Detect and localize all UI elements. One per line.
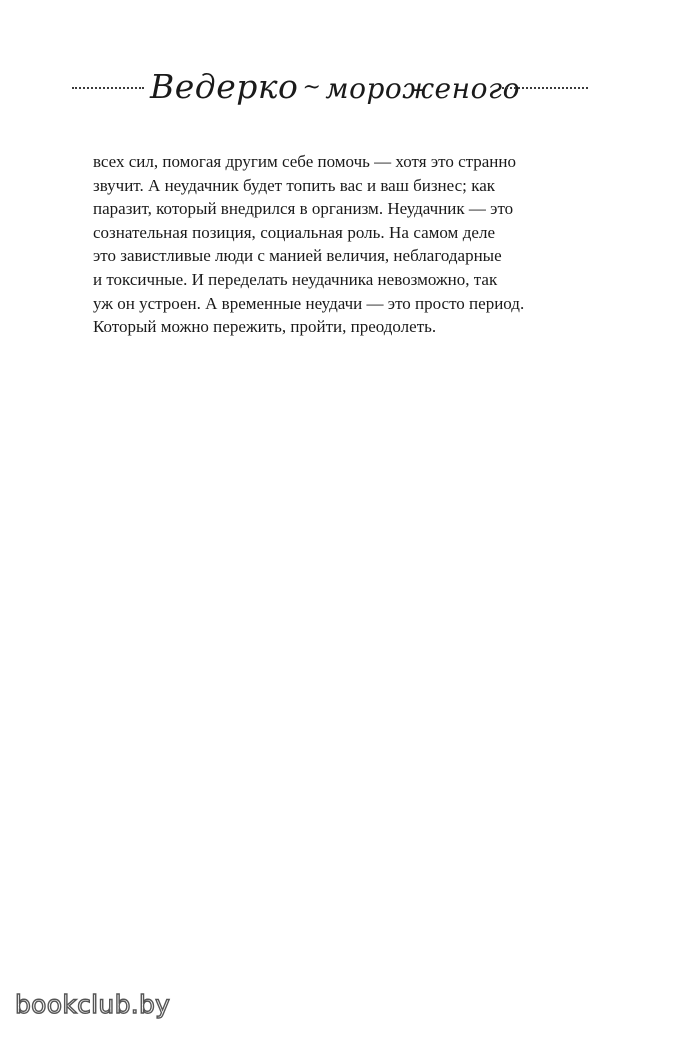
running-header-title-word2: мороженого xyxy=(325,72,520,105)
text-line: и токсичные. И переделать неудачника невозможно, так xyxy=(93,269,498,289)
body-paragraph xyxy=(93,150,525,339)
text-line: это завистливые люди с манией величия, неблагодарные xyxy=(93,246,502,266)
running-header-swash: ~ xyxy=(302,75,322,100)
running-header xyxy=(0,55,700,125)
running-header-title-word1: Ведерко xyxy=(150,67,299,106)
running-header-title xyxy=(150,61,520,113)
header-dotted-rule-right xyxy=(502,87,588,89)
text-line: всех сил, помогая другим себе помочь — хотя это странно xyxy=(93,152,516,171)
text-line: звучит. А неудачник будет топить вас и ваш бизнес; как xyxy=(93,175,495,195)
text-line: паразит, который внедрился в организм. Неудачник — это xyxy=(93,199,514,219)
text-line: Который можно пережить, пройти, преодолеть. xyxy=(93,317,437,337)
text-line: уж он устроен. А временные неудачи — это просто период. xyxy=(93,293,525,313)
header-dotted-rule-left xyxy=(72,87,144,89)
text-line: сознательная позиция, социальная роль. На самом деле xyxy=(93,222,495,242)
watermark: bookclub.by xyxy=(15,990,171,1019)
